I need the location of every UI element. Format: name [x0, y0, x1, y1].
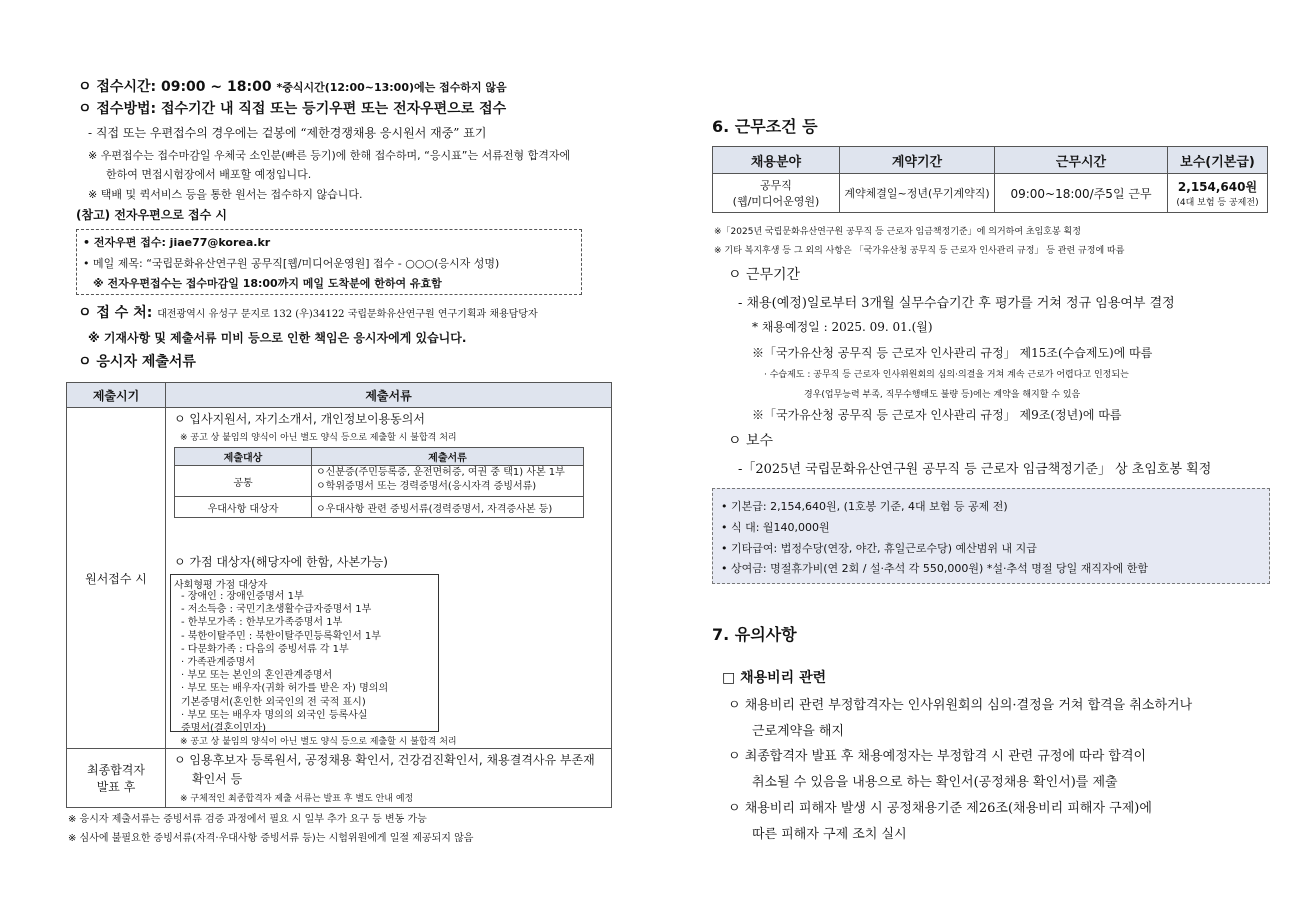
row-application-label: 원서접수 시	[67, 408, 166, 749]
list-item: · 부모 또는 배우자(귀화 허가를 받은 자) 명의의	[181, 683, 389, 695]
application-forms: ㅇ 입사지원서, 자기소개서, 개인정보이용동의서	[174, 412, 425, 426]
cell-field-1: 공무직	[760, 179, 792, 192]
list-item: - 다문화가족 : 다음의 증빙서류 각 1부	[181, 643, 349, 655]
reception-address	[78, 302, 538, 322]
note-welfare: ※ 기타 복지후생 등 그 외의 사항은 「국가유산청 공무직 등 근로자 인사관리 규정」 등 관련 규정에 따름	[714, 246, 1125, 256]
caution-3: ㅇ 채용비리 피해자 발생 시 공정채용기준 제26조(채용비리 피해자 구제)에	[728, 801, 1152, 816]
sub-row-common-label: 공통	[175, 466, 312, 497]
list-item: - 한부모가족 : 한부모가족증명서 1부	[181, 617, 343, 629]
cell-pay	[1168, 174, 1268, 213]
email-subject: • 메일 제목: “국립문화유산연구원 공무직[웹/미디어운영원] 접수 - ○○○(응시자 성명)	[83, 257, 500, 270]
reception-method-label: ㅇ 접수방법:	[78, 101, 161, 117]
header-hours: 근무시간	[995, 147, 1168, 174]
probation-rule: ※「국가유산청 공무직 등 근로자 인사관리 규정」 제15조(수습제도)에 따름	[752, 346, 1153, 360]
footnote-1: ※ 응시자 제출서류는 증빙서류 검증 과정에서 필요 시 일부 추가 요구 등 변동 가능	[68, 814, 427, 825]
pay-text: -「2025년 국립문화유산연구원 공무직 등 근로자 임금책정기준」 상 초임호봉 획정	[738, 462, 1212, 477]
pay-meal: • 식 대: 월140,000원	[721, 521, 830, 534]
social-equity-box	[170, 574, 439, 735]
sub-header-docs: 제출서류	[312, 448, 584, 466]
probation-detail: · 수습제도 : 공무직 등 근로자 인사위원회의 심의·의결을 거쳐 계속 근로가 어렵다고 인정되는	[764, 370, 1129, 380]
note-wage: ※「2025년 국립문화유산연구원 공무직 등 근로자 임금책정기준」에 의거하여 초임호봉 획정	[714, 227, 1081, 237]
cell-field	[713, 174, 840, 213]
work-conditions-table	[712, 146, 1268, 213]
documents-title: ㅇ 응시자 제출서류	[78, 354, 196, 370]
row-final-label	[67, 749, 166, 808]
footnote-2: ※ 심사에 불필요한 증빙서류(자격·우대사항 증빙서류 등)는 시험위원에게 일절 제공되지 않음	[68, 833, 474, 844]
envelope-note: - 직접 또는 우편접수의 경우에는 겉봉에 “제한경쟁채용 응시원서 재중” 표기	[88, 126, 487, 140]
list-item: 기본증명서(혼인한 외국인의 전 국적 표시)	[181, 696, 366, 708]
row-final-label-2: 발표 후	[96, 780, 136, 794]
list-item: - 저소득층 : 국민기초생활수급자증명서 1부	[181, 604, 372, 616]
list-item: - 장애인 : 장애인증명서 1부	[181, 591, 304, 602]
cell-hours: 09:00~18:00/주5일 근무	[995, 174, 1168, 213]
caution-2: ㅇ 최종합격자 발표 후 채용예정자는 부정합격 시 관련 규정에 따라 합격이	[728, 749, 1147, 764]
bonus-points: ㅇ 가점 대상자(해당자에 한함, 사본가능)	[174, 555, 388, 569]
cell-pay-amount: 2,154,640원	[1177, 180, 1258, 194]
final-docs-note: ※ 구체적인 최종합격자 제출 서류는 발표 후 별도 안내 예정	[180, 794, 414, 804]
sub-header-target: 제출대상	[175, 448, 312, 466]
row-final-label-1: 최종합격자	[87, 763, 145, 777]
sub-row-common-doc-2: ㅇ학위증명서 또는 경력증명서(응시자격 증빙서류)	[316, 481, 537, 492]
list-item: 증명서(결혼이민자)	[181, 723, 267, 735]
documents-table	[66, 382, 612, 808]
probation-detail-2: 경우(업무능력 부족, 직무수행태도 불량 등)에는 계약을 해지할 수 있음	[804, 390, 1081, 400]
list-item: - 북한이탈주민 : 북한이탈주민등록확인서 1부	[181, 630, 381, 642]
section-6-title: 6. 근무조건 등	[712, 117, 818, 136]
email-reference-box	[76, 229, 582, 295]
sub-row-common-docs	[312, 466, 584, 497]
reception-method	[78, 98, 506, 118]
form-note-2: ※ 공고 상 붙임의 양식이 아닌 별도 양식 등으로 제출할 시 불합격 처리	[180, 737, 457, 747]
caution-1: ㅇ 채용비리 관련 부정합격자는 인사위원회의 심의·결정을 거쳐 합격을 취소하거나	[728, 698, 1193, 713]
postal-note-2: 한하여 면접시험장에서 배포할 예정입니다.	[106, 168, 312, 181]
social-equity-list	[181, 590, 388, 735]
caution-2b: 취소될 수 있음을 내용으로 하는 확인서(공정채용 확인서)를 제출	[752, 775, 1118, 790]
list-item: · 가족관계증명서	[181, 657, 255, 669]
form-note: ※ 공고 상 붙임의 양식이 아닌 별도 양식 등으로 제출할 시 불합격 처리	[180, 433, 457, 443]
work-period-text: - 채용(예정)일로부터 3개월 실무수습기간 후 평가를 거쳐 정규 임용여부 결정	[738, 296, 1175, 311]
header-contract: 계약기간	[840, 147, 995, 174]
reception-time	[78, 76, 507, 96]
caution-1b: 근로계약을 해지	[752, 724, 845, 739]
lunch-note: *중식시간(12:00~13:00)에는 접수하지 않음	[276, 81, 507, 94]
postal-note: ※ 우편접수는 접수마감일 우체국 소인분(빠른 등기)에 한해 접수하며, “응시표”는 서류전형 합격자에	[88, 149, 571, 162]
row-final-cell	[166, 749, 612, 808]
cell-contract: 계약체결일~정년(무기계약직)	[840, 174, 995, 213]
sub-documents-table	[174, 447, 584, 518]
responsibility-note: ※ 기재사항 및 제출서류 미비 등으로 인한 책임은 응시자에게 있습니다.	[88, 331, 467, 345]
retirement-rule: ※「국가유산청 공무직 등 근로자 인사관리 규정」 제9조(정년)에 따름	[752, 408, 1122, 422]
header-field: 채용분야	[713, 147, 840, 174]
cell-pay-note: (4대 보험 등 공제전)	[1176, 198, 1259, 208]
email-reference-title: (참고) 전자우편으로 접수 시	[76, 208, 228, 222]
cell-field-2: (웹/미디어운영원)	[732, 195, 820, 208]
pay-base: • 기본급: 2,154,640원, (1호봉 기준, 4대 보험 등 공제 전)	[721, 500, 1008, 513]
caution-3b: 따른 피해자 구제 조치 실시	[752, 827, 907, 842]
reception-time-text: ㅇ 접수시간: 09:00 ~ 18:00	[78, 79, 277, 95]
email-address: • 전자우편 접수: jiae77@korea.kr	[83, 236, 271, 249]
work-period-title: ㅇ 근무기간	[728, 267, 801, 283]
email-deadline: ※ 전자우편접수는 접수마감일 18:00까지 메일 도착분에 한하여 유효함	[93, 277, 442, 290]
header-timing: 제출시기	[67, 383, 166, 408]
header-pay: 보수(기본급)	[1168, 147, 1268, 174]
hiring-corruption-title: □ 채용비리 관련	[722, 670, 827, 686]
reception-address-text: 대전광역시 유성구 문지로 132 (우)34122 국립문화유산연구원 연구기획과 채용담당자	[157, 309, 538, 320]
courier-note: ※ 택배 및 퀵서비스 등을 통한 원서는 접수하지 않습니다.	[88, 188, 363, 201]
social-equity-title: 사회형평 가점 대상자	[174, 580, 268, 591]
list-item: · 부모 또는 본인의 혼인관계증명서	[181, 670, 333, 682]
sub-row-preferred-docs: ㅇ우대사항 관련 증빙서류(경력증명서, 자격증사본 등)	[312, 497, 584, 518]
pay-other: • 기타급여: 법정수당(연장, 야간, 휴일근로수당) 예산범위 내 지급	[721, 542, 1037, 555]
sub-row-common-doc-1: ㅇ신분증(주민등록증, 운전면허증, 여권 중 택1) 사본 1부	[316, 467, 565, 478]
pay-bonus: • 상여금: 명절휴가비(연 2회 / 설·추석 각 550,000원) *설·추석 명절 당일 재직자에 한함	[721, 562, 1148, 575]
final-docs-1: ㅇ 임용후보자 등록원서, 공정채용 확인서, 건강검진확인서, 채용결격사유 부존재	[174, 753, 595, 767]
start-date: * 채용예정일 : 2025. 09. 01.(월)	[752, 320, 933, 334]
reception-method-text: 접수기간 내 직접 또는 등기우편 또는 전자우편으로 접수	[160, 101, 507, 117]
header-documents: 제출서류	[166, 383, 612, 408]
section-7-title: 7. 유의사항	[712, 625, 797, 644]
list-item: · 부모 또는 배우자 명의의 외국인 등록사실	[181, 709, 368, 721]
pay-details-box	[712, 488, 1270, 584]
final-docs-2: 확인서 등	[192, 772, 243, 786]
sub-row-preferred-label: 우대사항 대상자	[175, 497, 312, 518]
row-application-cell	[166, 408, 612, 749]
reception-address-label: ㅇ 접 수 처:	[78, 305, 158, 321]
pay-title: ㅇ 보수	[728, 433, 774, 449]
